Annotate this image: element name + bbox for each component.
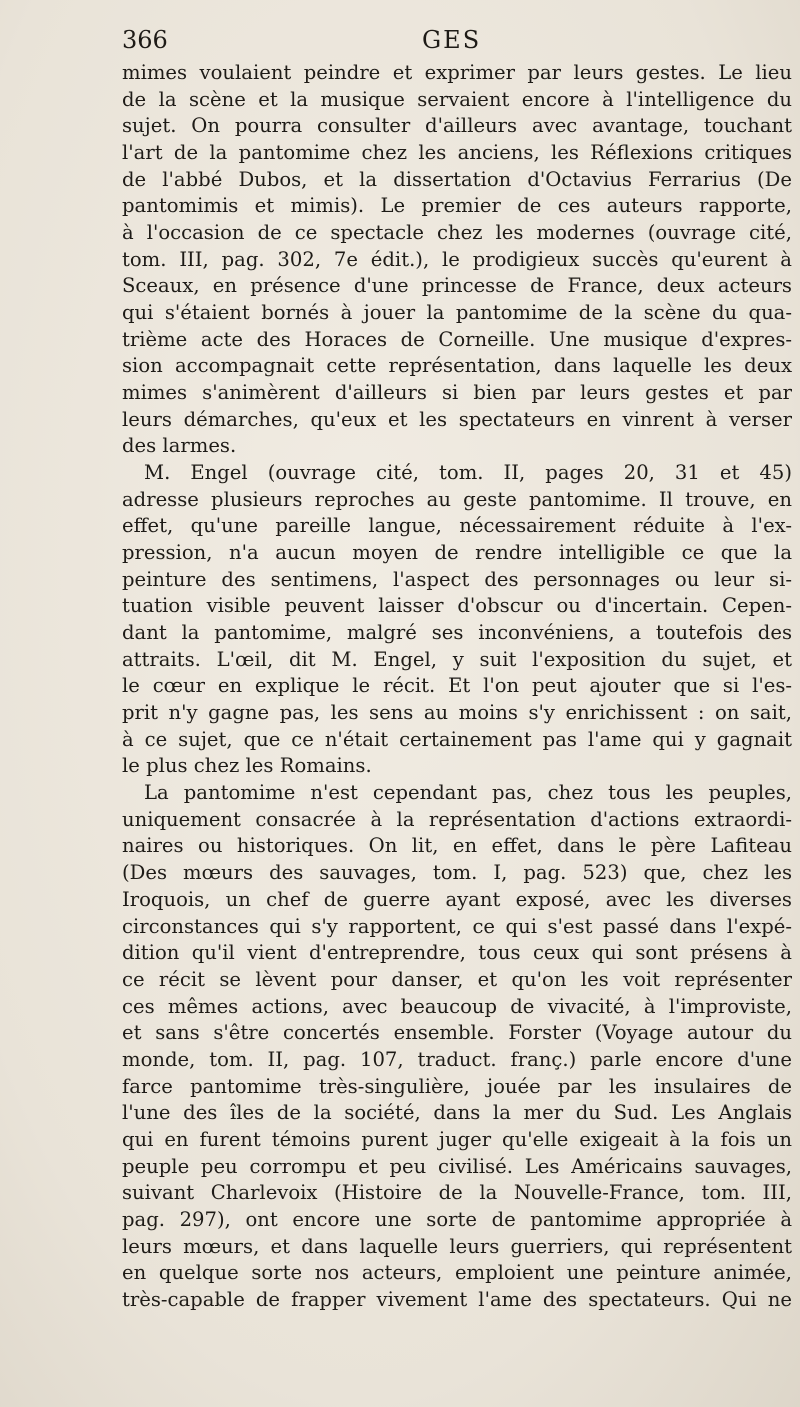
text-line: de l'abbé Dubos, et la dissertation d'Octavius Ferrarius (De [122,167,792,191]
text-line: attraits. L'œil, dit M. Engel, y suit l'exposition du sujet, et [122,647,792,671]
text-line: l'art de la pantomime chez les anciens, les Réflexions critiques [122,141,792,165]
text-line: pression, n'a aucun moyen de rendre intelligible ce que la [122,541,792,565]
text-line: trième acte des Horaces de Corneille. Une musique d'expres- [122,327,792,351]
text-line: en quelque sorte nos acteurs, emploient une peinture animée, [122,1261,792,1285]
text-line: Sceaux, en présence d'une princesse de France, deux acteurs [122,274,792,298]
running-head: GES [422,26,482,54]
text-line: à ce sujet, que ce n'était certainement pas l'ame qui y gagnait [122,727,792,751]
text-line: leurs mœurs, et dans laquelle leurs guerriers, qui représentent [122,1234,792,1258]
text-line: prit n'y gagne pas, les sens au moins s'y enrichissent : on sait, [122,701,792,725]
text-line: effet, qu'une pareille langue, nécessairement réduite à l'ex- [122,514,792,538]
text-line: l'une des îles de la société, dans la mer du Sud. Les Anglais [122,1101,792,1125]
text-line: adresse plusieurs reproches au geste pantomime. Il trouve, en [122,487,792,511]
text-line: M. Engel (ouvrage cité, tom. II, pages 20, 31 et 45) [144,461,792,485]
text-line: farce pantomime très-singulière, jouée par les insulaires de [122,1074,792,1098]
text-line: qui en furent témoins purent juger qu'elle exigeait à la fois un [122,1127,792,1151]
text-line: monde, tom. II, pag. 107, traduct. franç.) parle encore d'une [122,1047,792,1071]
text-line: peinture des sentimens, l'aspect des personnages ou leur si- [122,567,792,591]
text-line: suivant Charlevoix (Histoire de la Nouvelle-France, tom. III, [122,1181,792,1205]
text-line: le plus chez les Romains. [122,754,372,778]
text-line: le cœur en explique le récit. Et l'on peut ajouter que si l'es- [122,674,792,698]
text-line: qui s'étaient bornés à jouer la pantomime de la scène du qua- [122,301,792,325]
text-line: mimes voulaient peindre et exprimer par leurs gestes. Le lieu [122,61,792,84]
text-line: peuple peu corrompu et peu civilisé. Les Américains sauvages, [122,1154,792,1178]
text-line: (Des mœurs des sauvages, tom. I, pag. 523) que, chez les [122,861,792,885]
text-line: pag. 297), ont encore une sorte de pantomime appropriée à [122,1207,792,1231]
text-line: uniquement consacrée à la représentation d'actions extraordi- [122,807,792,831]
text-line: mimes s'animèrent d'ailleurs si bien par leurs gestes et par [122,381,792,405]
text-line: de la scène et la musique servaient encore à l'intelligence du [122,87,792,111]
text-line: Iroquois, un chef de guerre ayant exposé, avec les diverses [122,887,792,911]
text-line: leurs démarches, qu'eux et les spectateurs en vinrent à verser [122,407,792,431]
text-line: dant la pantomime, malgré ses inconvéniens, a toutefois des [122,621,792,645]
body-text [122,60,792,1314]
text-line: tom. III, pag. 302, 7e édit.), le prodigieux succès qu'eurent à [122,247,792,271]
text-line: tuation visible peuvent laisser d'obscur ou d'incertain. Cepen- [122,594,792,618]
text-line: très-capable de frapper vivement l'ame des spectateurs. Qui ne [122,1287,792,1311]
text-line: sujet. On pourra consulter d'ailleurs avec avantage, touchant [122,114,792,138]
text-line: naires ou historiques. On lit, en effet, dans le père Lafiteau [122,834,792,858]
text-line: des larmes. [122,434,237,458]
text-line: La pantomime n'est cependant pas, chez tous les peuples, [144,781,792,805]
page-number: 366 [122,26,168,54]
text-line: et sans s'être concertés ensemble. Forster (Voyage autour du [122,1021,792,1045]
text-line: sion accompagnait cette représentation, dans laquelle les deux [122,354,792,378]
text-line: dition qu'il vient d'entreprendre, tous ceux qui sont présens à [122,941,792,965]
text-line: circonstances qui s'y rapportent, ce qui s'est passé dans l'expé- [122,914,792,938]
text-line: à l'occasion de ce spectacle chez les modernes (ouvrage cité, [122,221,792,245]
text-line: ce récit se lèvent pour danser, et qu'on les voit représenter [122,967,792,991]
text-line: pantomimis et mimis). Le premier de ces auteurs rapporte, [122,194,792,218]
page-header [122,26,792,56]
text-line: ces mêmes actions, avec beaucoup de vivacité, à l'improviste, [122,994,792,1018]
